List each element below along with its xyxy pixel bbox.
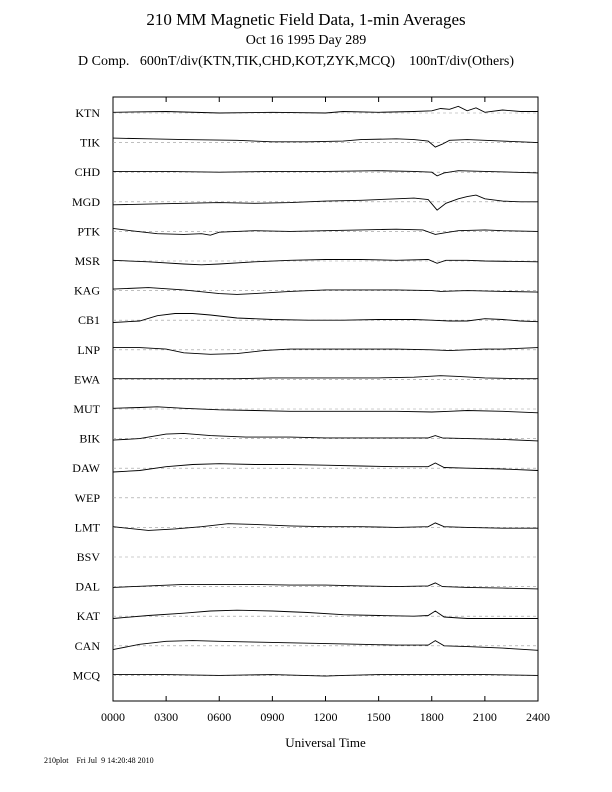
footer-program: 210plot	[44, 756, 69, 765]
station-label: DAL	[75, 579, 100, 594]
station-label: KAT	[76, 609, 100, 624]
station-can	[75, 639, 538, 653]
station-bik	[79, 432, 538, 446]
trace-mut	[113, 407, 538, 413]
station-lnp	[77, 343, 538, 357]
station-label: TIK	[80, 135, 100, 150]
station-msr	[75, 254, 538, 268]
trace-dal	[113, 583, 538, 589]
station-label: MCQ	[72, 668, 100, 683]
trace-can	[113, 641, 538, 651]
x-tick-label: 2400	[526, 710, 550, 724]
station-label: BSV	[76, 550, 100, 564]
station-wep	[75, 491, 538, 505]
x-tick-label: 0900	[260, 710, 285, 724]
station-cb1	[78, 313, 538, 327]
station-mcq	[73, 668, 538, 682]
station-kat	[77, 609, 538, 623]
station-daw	[72, 461, 538, 475]
station-label: LMT	[74, 520, 100, 535]
station-lmt	[75, 520, 538, 534]
date-line: Oct 16 1995 Day 289	[245, 33, 367, 48]
x-tick-label: 0000	[101, 710, 125, 724]
trace-msr	[113, 260, 538, 265]
trace-ewa	[113, 376, 538, 379]
station-label: EWA	[74, 372, 100, 387]
chart-title: 210 MM Magnetic Field Data, 1-min Averages	[146, 10, 466, 29]
x-tick-label: 1800	[419, 710, 444, 724]
component-label: D Comp.	[78, 54, 130, 69]
footer-timestamp: Fri Jul 9 14:20:48 2010	[76, 756, 154, 765]
x-axis-label: Universal Time	[285, 735, 366, 750]
footer	[44, 756, 154, 765]
station-label: PTK	[77, 224, 100, 239]
station-label: KAG	[74, 283, 100, 298]
station-chd	[75, 165, 538, 179]
scale-secondary: 100nT/div(Others)	[409, 54, 515, 69]
station-ptk	[77, 224, 538, 238]
trace-bik	[113, 433, 538, 441]
stations-layer	[72, 106, 538, 682]
x-tick-label: 1500	[366, 710, 391, 724]
station-label: MSR	[74, 254, 100, 268]
station-ewa	[74, 372, 538, 386]
trace-kag	[113, 288, 538, 295]
station-tik	[80, 136, 538, 150]
trace-chd	[113, 171, 538, 176]
trace-mgd	[113, 195, 538, 210]
trace-kat	[113, 610, 538, 618]
trace-ktn	[113, 106, 538, 113]
station-mgd	[72, 195, 538, 210]
station-kag	[74, 284, 538, 298]
x-tick-label: 0300	[154, 710, 179, 724]
x-tick-label: 2100	[472, 710, 497, 724]
station-mut	[73, 402, 538, 416]
station-label: MUT	[73, 402, 100, 416]
station-label: WEP	[74, 490, 100, 505]
trace-ptk	[113, 228, 538, 235]
scale-primary: 600nT/div(KTN,TIK,CHD,KOT,ZYK,MCQ)	[139, 54, 396, 69]
station-label: BIK	[79, 431, 100, 446]
trace-cb1	[113, 314, 538, 323]
station-dal	[75, 580, 538, 594]
station-label: MGD	[71, 194, 100, 209]
trace-lnp	[113, 348, 538, 355]
x-tick-label: 1200	[313, 710, 338, 724]
station-bsv	[77, 550, 538, 564]
station-ktn	[75, 106, 538, 120]
station-label: CHD	[74, 165, 100, 180]
trace-lmt	[113, 523, 538, 531]
station-label: CB1	[77, 313, 100, 328]
plot-frame	[113, 97, 538, 701]
station-label: DAW	[72, 461, 100, 476]
station-label: CAN	[74, 638, 100, 653]
station-label: LNP	[77, 342, 100, 357]
station-label: KTN	[75, 106, 100, 120]
trace-daw	[113, 463, 538, 472]
x-tick-label: 0600	[207, 710, 232, 724]
